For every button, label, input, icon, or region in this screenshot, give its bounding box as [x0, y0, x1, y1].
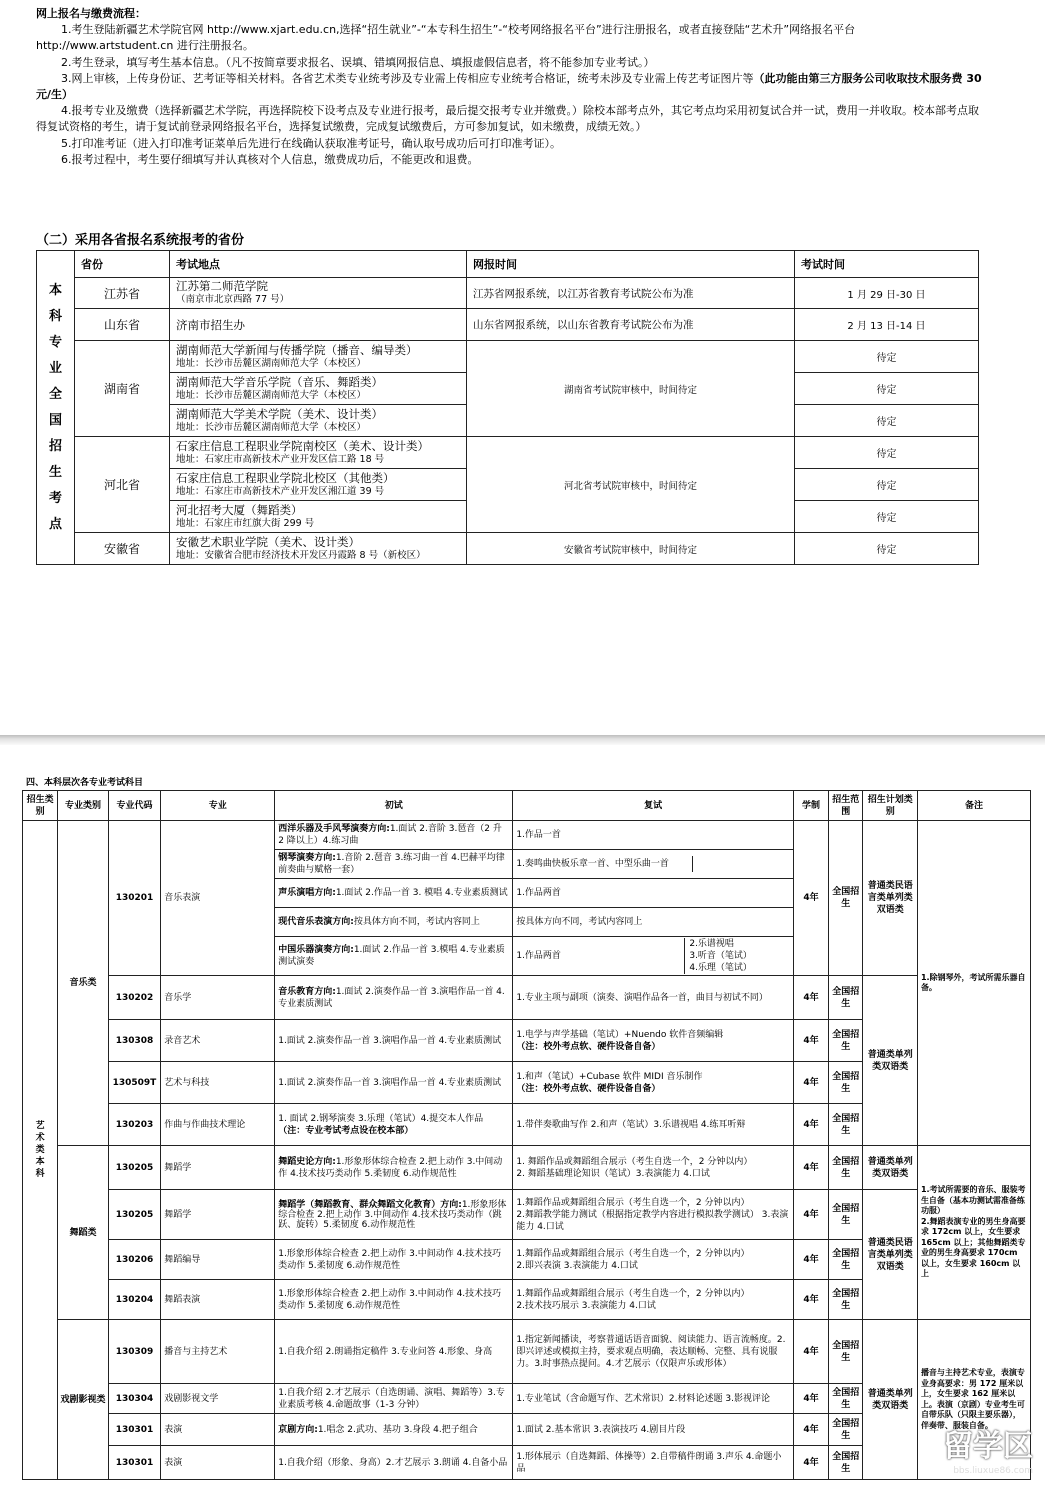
exam-time-cell: 待定 [795, 501, 979, 533]
scope-cell: 全国招生 [829, 1146, 863, 1190]
header-site: 考试地点 [170, 251, 467, 278]
site-cell [170, 501, 467, 533]
major-cell: 作曲与作曲技术理论 [161, 1104, 275, 1146]
header-province: 省份 [75, 251, 170, 278]
retest-cell: 1.面试 2.基本常识 3.表演技巧 4.剧目片段 [513, 1414, 794, 1446]
net-time-cell: 湖南省考试院审核中，时间待定 [467, 341, 795, 437]
initial-cell: 钢琴演奏方向:1.音阶 2.琶音 3.练习曲一首 4.巴赫平均律前奏曲与赋格一套） [275, 850, 513, 879]
site-address: 地址：石家庄市高新技术产业开发区湘江道 39 号 [176, 485, 385, 497]
retest-cell: 1.形体展示（自选舞蹈、体操等）2.自带稿件朗诵 3.声乐 4.命题小品 [513, 1446, 794, 1480]
site-cell [170, 278, 467, 309]
remark-cell: 播音与主持艺术专业，表演专业身高要求：男 172 厘米以上，女生要求 162 厘米以上。表演（京剧）专业考生可自带乐队（只限主要乐器），伴奏带、服装自备。 [917, 1320, 1030, 1480]
registration-process [36, 6, 984, 168]
net-time-cell: 江苏省网报系统，以江苏省教育考试院公布为准 [467, 278, 795, 309]
site-name: 湖南师范大学音乐学院（音乐、舞蹈类） [176, 374, 383, 389]
process-step-3 [36, 71, 984, 103]
initial-cell: 中国乐器演奏方向:1.面试 2.作品一首 3.模唱 4.专业素质测试演奏 [275, 937, 513, 976]
scope-cell: 全国招生 [829, 1384, 863, 1414]
initial-cell: 1.自我介绍 2.朗诵指定稿件 3.专业问答 4.形象、身高 [275, 1320, 513, 1384]
scope-cell: 全国招生 [829, 1280, 863, 1320]
major-cell: 艺术与科技 [161, 1062, 275, 1104]
site-address: 地址：长沙市岳麓区湖南师范大学（本校区） [176, 421, 367, 433]
header-remark: 备注 [917, 791, 1030, 821]
years-cell: 4年 [793, 1414, 828, 1446]
code-cell: 130301 [108, 1446, 160, 1480]
retest-cell: 1.电学与声学基础（笔试）+Nuendo 软件音频编辑 （注：校外考点软、硬件设备自备） [513, 1020, 794, 1062]
major-cell: 舞蹈学 [161, 1190, 275, 1240]
province-cell: 河北省 [75, 437, 170, 533]
initial-cell: 1.自我介绍（形象、身高）2.才艺展示 3.朗诵 4.自备小品 [275, 1446, 513, 1480]
process-step-2: 2.考生登录，填写考生基本信息。（凡不按简章要求报名、误填、错填网报信息、填报虚假信息者，将不能参加专业考试。） [61, 55, 655, 69]
retest-cell: 1.舞蹈作品或舞蹈组合展示（考生自选一个，2 分钟以内） 2.舞蹈教学能力测试（根据指定教学内容进行模拟教学测试） 3.表演能力 4.口试 [513, 1190, 794, 1240]
major-cell: 舞蹈学 [161, 1146, 275, 1190]
site-name: 江苏第二师范学院 [176, 279, 268, 293]
initial-cell: 1. 面试 2.钢琴演奏 3.乐理（笔试）4.提交本人作品 （注：专业考试考点设在校本部） [275, 1104, 513, 1146]
process-step-4: 4.报考专业及缴费（选择新疆艺术学院，再选择院校下设考点及专业进行报考，最后提交报考专业并缴费。）除校本部考点外，其它考点均采用初复试合并一试，费用一并收取。校本部考点取得复试资格的考生，请于复试前登录网络报名平台，选择复试缴费，完成复试缴费后，方可参加复试，如未缴费，成绩无效。） [36, 104, 979, 134]
exam-time-cell: 待定 [795, 373, 979, 405]
site-cell [170, 309, 467, 341]
retest-cell: 1. 舞蹈作品或舞蹈组合展示（考生自选一个，2 分钟以内） 2. 舞蹈基础理论知识（笔试）3.表演能力 4.口试 [513, 1146, 794, 1190]
code-cell: 130204 [108, 1280, 160, 1320]
initial-cell: 现代音乐表演方向:按具体方向不同，考试内容同上 [275, 908, 513, 937]
years-cell: 4年 [793, 821, 828, 976]
province-cell: 安徽省 [75, 533, 170, 565]
retest-cell: 1.和声（笔试）+Cubase 软件 MIDI 音乐制作 （注：校外考点软、硬件设备自备） [513, 1062, 794, 1104]
scope-cell: 全国招生 [829, 1062, 863, 1104]
province-cell: 湖南省 [75, 341, 170, 437]
plan-cell: 普通类单列类双语类 [863, 976, 917, 1146]
scope-cell: 全国招生 [829, 821, 863, 976]
exam-time-cell: 待定 [795, 341, 979, 373]
years-cell: 4年 [793, 1190, 828, 1240]
retest-cell: 1.指定新闻播读，考察普通话语音面貌、阅读能力、语言流畅度。2.即兴评述或模拟主持，要求观点明确，表达顺畅、完整、具有说服力。3.时事热点提问。4.才艺展示（仅限声乐或形体） [513, 1320, 794, 1384]
scope-cell: 全国招生 [829, 1446, 863, 1480]
header-category: 招生类别 [23, 791, 58, 821]
site-cell [170, 405, 467, 437]
initial-cell: 声乐演唱方向:1.面试 2.作品一首 3. 模唱 4.专业素质测试 [275, 879, 513, 908]
initial-cell: 京剧方向:1.唱念 2.武功、基功 3.身段 4.把子组合 [275, 1414, 513, 1446]
net-time-cell: 山东省网报系统，以山东省教育考试院公布为准 [467, 309, 795, 341]
initial-cell: 1.形象形体综合检查 2.把上动作 3.中间动作 4.技术技巧类动作 5.柔韧度 6.动作规范性 [275, 1240, 513, 1280]
net-time-cell: 河北省考试院审核中，时间待定 [467, 437, 795, 533]
code-cell: 130202 [108, 976, 160, 1020]
net-time-cell: 安徽省考试院审核中，时间待定 [467, 533, 795, 565]
retest-cell: 1.作品两首 [513, 879, 794, 908]
code-cell: 130205 [108, 1146, 160, 1190]
exam-time-cell: 待定 [795, 405, 979, 437]
remark-cell: 1.除钢琴外，考试所需乐器自备。 [917, 821, 1030, 1146]
retest-cell: 1.作品一首 [513, 821, 794, 850]
site-name: 河北招考大厦（舞蹈类） [176, 502, 303, 517]
page-two [0, 745, 1045, 1489]
site-cell [170, 437, 467, 469]
code-cell: 130301 [108, 1414, 160, 1446]
code-cell: 130205 [108, 1190, 160, 1240]
major-cell: 音乐表演 [161, 821, 275, 976]
code-cell: 130304 [108, 1384, 160, 1414]
site-address: 地址：石家庄市红旗大街 299 号 [176, 517, 315, 529]
site-address: 地址：石家庄市高新技术产业开发区信工路 18 号 [176, 453, 385, 465]
code-cell: 130308 [108, 1020, 160, 1062]
exam-time-cell: 2 月 13 日-14 日 [795, 309, 979, 341]
major-type-cell: 戏剧影视类 [58, 1320, 108, 1480]
major-cell: 舞蹈编导 [161, 1240, 275, 1280]
initial-cell: 西洋乐器及手风琴演奏方向:1.面试 2.音阶 3.琶音（2 升 2 降以上）4.练习曲 [275, 821, 513, 850]
years-cell: 4年 [793, 1240, 828, 1280]
initial-cell: 1.面试 2.演奏作品一首 3.演唱作品一首 4.专业素质测试 [275, 1062, 513, 1104]
major-cell: 戏剧影视文学 [161, 1384, 275, 1414]
major-cell: 音乐学 [161, 976, 275, 1020]
page-one [0, 0, 1045, 735]
code-cell: 130309 [108, 1320, 160, 1384]
plan-cell: 普通类单列类双语类 [863, 1320, 917, 1480]
remark-cell: 1.考试所需要的音乐、服装考生自备（基本功测试需准备练功服） 2.舞蹈表演专业的男生身高要求 172cm 以上，女生要求 165cm 以上；其他舞蹈类专业的男生身高要求 170cm 以上，女生要求 160cm 以上 [917, 1146, 1030, 1320]
process-step-1: 1.考生登陆新疆艺术学院官网 http://www.xjart.edu.cn,选择“招生就业”-“本专科生招生”-“校考网络报名平台”进行注册报名，或者直接登陆“艺术升”网络报名平台 http://www.artstudent.cn 进行注册报名。 [36, 23, 856, 53]
header-plan: 招生计划类别 [863, 791, 917, 821]
section-4-title: 四、本科层次各专业考试科目 [26, 778, 144, 788]
header-scope: 招生范围 [829, 791, 863, 821]
exam-subjects-table [22, 790, 1031, 1480]
initial-cell: 音乐教育方向:1.面试 2.演奏作品一首 3.演唱作品一首 4.专业素质测试 [275, 976, 513, 1020]
initial-cell: 舞蹈学（舞蹈教育、群众舞蹈文化教育）方向:1.形象形体综合检查 2.把上动作 3.中间动作 4.技术技巧类动作（跳跃、旋转）5.柔韧度 6.动作规范性 [275, 1190, 513, 1240]
retest-cell: 1.带伴奏歌曲写作 2.和声（笔试）3.乐谱视唱 4.练耳听辩 [513, 1104, 794, 1146]
years-cell: 4年 [793, 1384, 828, 1414]
years-cell: 4年 [793, 976, 828, 1020]
retest-cell: 1.专业笔试（含命题写作、艺术常识）2.材料论述题 3.影视评论 [513, 1384, 794, 1414]
major-type-cell: 舞蹈类 [58, 1146, 108, 1320]
plan-cell: 普通类单列类双语类 [863, 1146, 917, 1190]
major-cell: 表演 [161, 1446, 275, 1480]
scope-cell: 全国招生 [829, 1020, 863, 1062]
years-cell: 4年 [793, 1062, 828, 1104]
site-address: 地址：长沙市岳麓区湖南师范大学（本校区） [176, 389, 367, 401]
province-cell: 江苏省 [75, 278, 170, 309]
common-retest: 2.乐谱视唱 3.听音（笔试） 4.乐理（笔试） [684, 938, 790, 974]
major-cell: 录音艺术 [161, 1020, 275, 1062]
code-cell: 130206 [108, 1240, 160, 1280]
scope-cell: 全国招生 [829, 1240, 863, 1280]
process-step-3-fee: （此功能由第三方服务公司收取技术服务费 30 元/生） [36, 71, 982, 102]
site-name: 石家庄信息工程职业学院南校区（美术、设计类） [176, 438, 429, 453]
exam-time-cell: 待定 [795, 437, 979, 469]
years-cell: 4年 [793, 1320, 828, 1384]
initial-cell: 1.形象形体综合检查 2.把上动作 3.中间动作 4.技术技巧类动作 5.柔韧度 6.动作规范性 [275, 1280, 513, 1320]
site-name: 湖南师范大学美术学院（美术、设计类） [176, 406, 383, 421]
retest-cell: 按具体方向不同，考试内容同上 [513, 908, 794, 937]
site-cell [170, 341, 467, 373]
code-cell: 130203 [108, 1104, 160, 1146]
site-name: 济南市招生办 [176, 317, 245, 332]
plan-cell: 普通类民语言类单列类双语类 [863, 1190, 917, 1320]
scope-cell: 全国招生 [829, 1190, 863, 1240]
site-name: 石家庄信息工程职业学院北校区（其他类） [176, 470, 395, 485]
scope-cell: 全国招生 [829, 1320, 863, 1384]
code-cell: 130509T [108, 1062, 160, 1104]
site-address: 地址：安徽省合肥市经济技术开发区丹霞路 8 号（新校区） [176, 549, 426, 561]
site-address: 地址：长沙市岳麓区湖南师范大学（本校区） [176, 357, 367, 369]
process-step-5: 5.打印准考证（进入打印准考证菜单后先进行在线确认获取准考证号，确认取号成功后可打印准考证）。 [61, 136, 561, 150]
header-exam-time: 考试时间 [795, 251, 979, 278]
header-major-type: 专业类别 [58, 791, 108, 821]
page-separator [0, 735, 1045, 745]
years-cell: 4年 [793, 1146, 828, 1190]
exam-time-cell: 待定 [795, 533, 979, 565]
header-code: 专业代码 [108, 791, 160, 821]
process-title: 网上报名与缴费流程： [36, 7, 146, 20]
retest-cell: 1.舞蹈作品或舞蹈组合展示（考生自选一个，2 分钟以内） 2.技术技巧展示 3.表演能力 4.口试 [513, 1280, 794, 1320]
header-major: 专业 [161, 791, 275, 821]
retest-cell: 1.奏鸣曲快板乐章一首、中型乐曲一首 [513, 850, 794, 879]
process-step-3-text: 3.网上审核，上传身份证、艺考证等相关材料。各省艺术类专业统考涉及专业需上传相应专业统考合格证，统考未涉及专业需上传艺考证图片等 [61, 71, 754, 85]
major-cell: 播音与主持艺术 [161, 1320, 275, 1384]
major-cell: 舞蹈表演 [161, 1280, 275, 1320]
years-cell: 4年 [793, 1104, 828, 1146]
initial-cell: 舞蹈史论方向:1.形象形体综合检查 2.把上动作 3.中间动作 4.技术技巧类动作 5.柔韧度 6.动作规范性 [275, 1146, 513, 1190]
side-label: 本科专业全国招生考点 [37, 251, 75, 565]
site-name: 安徽艺术职业学院（美术、设计类） [176, 534, 360, 549]
exam-time-cell: 1 月 29 日-30 日 [795, 278, 979, 309]
section-2-title: （二）采用各省报名系统报考的省份 [36, 233, 245, 248]
major-type-cell: 音乐类 [58, 821, 108, 1146]
initial-cell: 1.面试 2.演奏作品一首 3.演唱作品一首 4.专业素质测试 [275, 1020, 513, 1062]
site-cell [170, 373, 467, 405]
years-cell: 4年 [793, 1280, 828, 1320]
site-cell [170, 469, 467, 501]
header-initial: 初试 [275, 791, 513, 821]
province-cell: 山东省 [75, 309, 170, 341]
site-address: （南京市北京西路 77 号） [176, 294, 290, 305]
site-name: 湖南师范大学新闻与传播学院（播音、编导类） [176, 342, 418, 357]
scope-cell: 全国招生 [829, 1414, 863, 1446]
scope-cell: 全国招生 [829, 1104, 863, 1146]
retest-cell: 1.舞蹈作品或舞蹈组合展示（考生自选一个，2 分钟以内） 2.即兴表演 3.表演能力 4.口试 [513, 1240, 794, 1280]
province-exam-table [36, 250, 979, 565]
exam-time-cell: 待定 [795, 469, 979, 501]
major-cell: 表演 [161, 1414, 275, 1446]
code-cell: 130201 [108, 821, 160, 976]
scope-cell: 全国招生 [829, 976, 863, 1020]
site-cell [170, 533, 467, 565]
retest-cell: 1.专业主项与副项（演奏、演唱作品各一首，曲目与初试不同） [513, 976, 794, 1020]
watermark-logo: 留学区 bbs.liuxue86.com [943, 1429, 1033, 1476]
retest-cell: 1.作品两首 2.乐谱视唱 3.听音（笔试） 4.乐理（笔试） [513, 937, 794, 976]
years-cell: 4年 [793, 1020, 828, 1062]
initial-cell: 1.自我介绍 2.才艺展示（自选朗诵、演唱、舞蹈等）3.专业素质考核 4.命题故事（1-3 分钟） [275, 1384, 513, 1414]
header-years: 学制 [793, 791, 828, 821]
header-retest: 复试 [513, 791, 794, 821]
plan-cell: 普通类民语言类单列类双语类 [863, 821, 917, 976]
category-cell: 艺术类本科 [23, 821, 58, 1480]
years-cell: 4年 [793, 1446, 828, 1480]
process-step-6: 6.报考过程中，考生要仔细填写并认真核对个人信息，缴费成功后，不能更改和退费。 [61, 152, 479, 166]
header-net-time: 网报时间 [467, 251, 795, 278]
